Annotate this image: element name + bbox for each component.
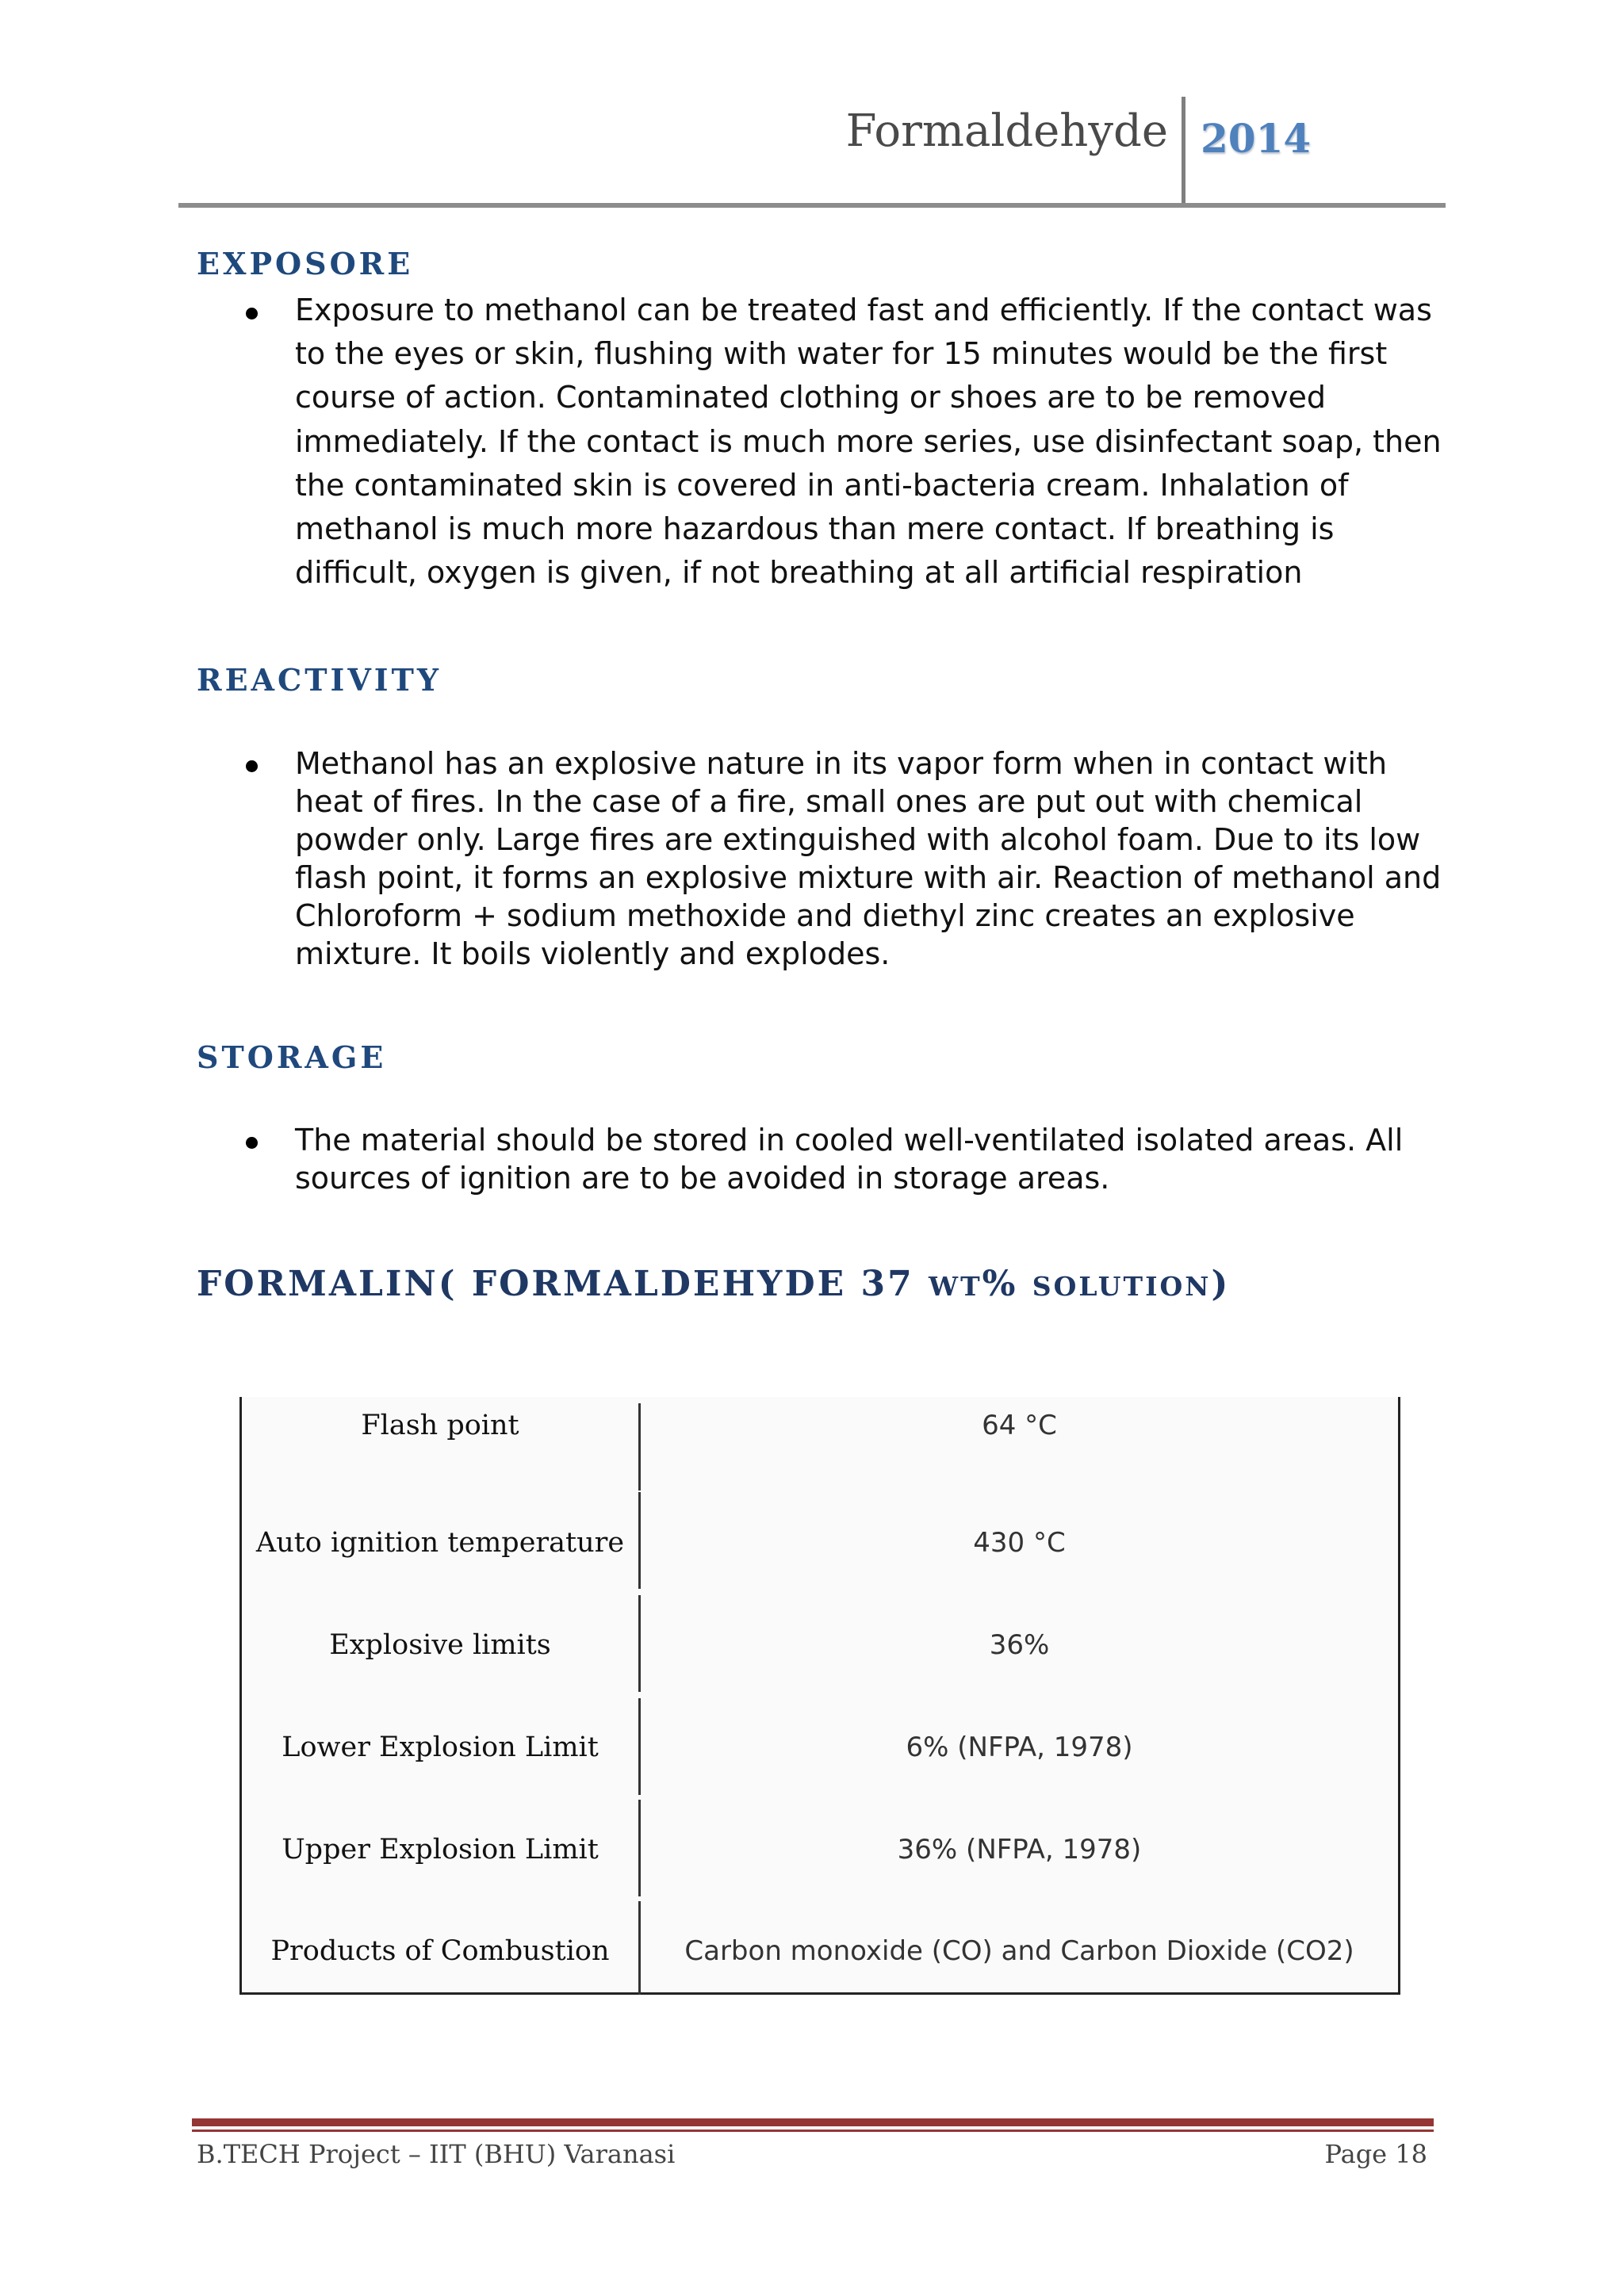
table-cell-value: Carbon monoxide (CO) and Carbon Dioxide (CO2) xyxy=(684,1935,1354,1967)
table-cell-value: 430 °C xyxy=(973,1527,1066,1559)
table-cell-value: 64 °C xyxy=(982,1410,1057,1441)
bullet-icon xyxy=(246,308,258,320)
section-heading-storage: STORAGE xyxy=(197,1039,387,1075)
bullet-text-exposure: Exposure to methanol can be treated fast and efficiently. If the contact was to the eyes or skin, flushing with water for 15 minutes would be the first course of action. Contaminated clothing or shoes are to be removed immediately. If the contact is much more series, use disinfectant soap, then the contaminated skin is covered in anti-bacteria cream. Inhalation of methanol is much more hazardous than mere contact. If breathing is difficult, oxygen is given, if not breathing at all artificial respiration xyxy=(295,293,1442,591)
table-cell-property: Auto ignition temperature xyxy=(255,1527,625,1559)
section-heading-formalin xyxy=(197,1264,1231,1304)
footer-page-number: Page 18 xyxy=(1324,2139,1427,2169)
bullet-icon xyxy=(246,1137,258,1149)
table-cell-value: 6% (NFPA, 1978) xyxy=(906,1732,1133,1763)
table-divider xyxy=(638,1698,641,1795)
table-divider xyxy=(638,1595,641,1692)
table-cell-property: Explosive limits xyxy=(329,1629,551,1661)
table-cell-value: 36% xyxy=(989,1629,1050,1661)
bullet-icon xyxy=(246,760,258,772)
table-cell-value: 36% (NFPA, 1978) xyxy=(897,1834,1142,1866)
table-cell-property: Products of Combustion xyxy=(270,1935,610,1967)
formalin-heading-main: FORMALIN( FORMALDEHYDE 37 xyxy=(197,1264,929,1304)
table-divider xyxy=(638,1901,641,1995)
table-cell-property: Flash point xyxy=(361,1410,519,1441)
section-heading-exposure: EXPOSORE xyxy=(197,246,414,281)
formalin-heading-wt: WT xyxy=(929,1271,982,1302)
table-divider xyxy=(638,1403,641,1490)
bullet-text-reactivity: Methanol has an explosive nature in its vapor form when in contact with heat of fires. In the case of a fire, small ones are put out with chemical powder only. Large fires are extinguished with alcohol foam. Due to its low flash point, it forms an explosive mixture with air. Reaction of methanol and Chloroform + sodium methoxide and diethyl zinc creates an explosive mixture. It boils violently and explodes. xyxy=(295,746,1442,971)
header-divider xyxy=(1182,97,1185,206)
header-rule xyxy=(178,203,1446,208)
formalin-heading-pct: % xyxy=(982,1264,1032,1304)
table-cell-property: Lower Explosion Limit xyxy=(282,1732,599,1763)
formalin-heading-solution: SOLUTION xyxy=(1032,1271,1212,1302)
table-divider xyxy=(638,1492,641,1589)
properties-table xyxy=(239,1397,1400,1995)
footer-rule-thin xyxy=(192,2130,1434,2132)
footer-rule xyxy=(192,2118,1434,2126)
header-year: 2014 xyxy=(1201,115,1312,162)
table-divider xyxy=(638,1800,641,1896)
section-heading-reactivity: REACTIVITY xyxy=(197,662,442,698)
formalin-heading-close: ) xyxy=(1211,1264,1231,1304)
footer-project: B.TECH Project – IIT (BHU) Varanasi xyxy=(197,2139,676,2169)
header-title: Formaldehyde xyxy=(845,105,1168,157)
bullet-text-storage: The material should be stored in cooled well-ventilated isolated areas. All sources of ignition are to be avoided in storage areas. xyxy=(295,1123,1404,1196)
table-cell-property: Upper Explosion Limit xyxy=(282,1834,599,1866)
